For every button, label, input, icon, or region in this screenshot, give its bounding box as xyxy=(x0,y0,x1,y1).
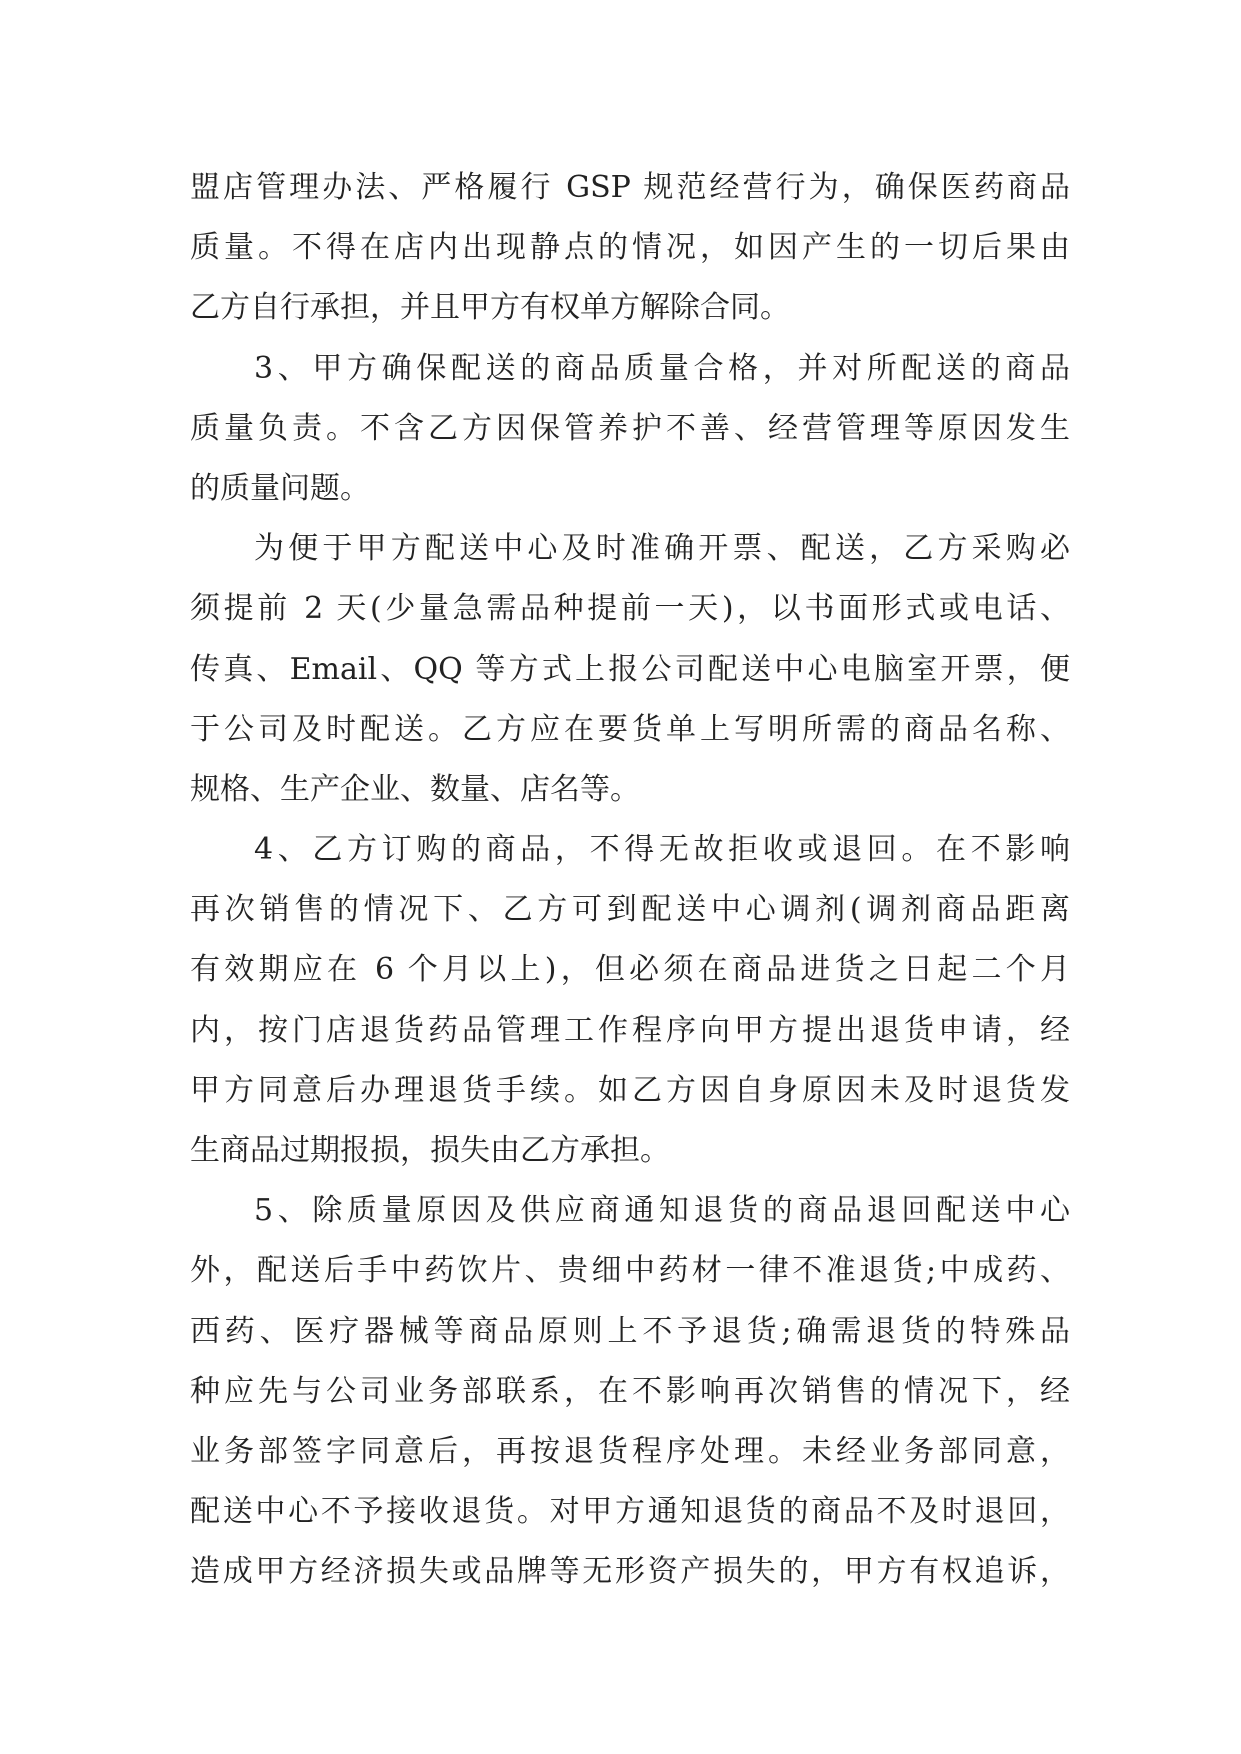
clause-5-first-line: 5、除质量原因及供应商通知退货的商品退回配送中心 xyxy=(254,1193,1070,1229)
text-line: 盟店管理办法、严格履行 GSP 规范经营行为，确保医药商品 xyxy=(190,170,1070,205)
text-line: 须提前 2 天(少量急需品种提前一天)，以书面形式或电话、 xyxy=(190,591,1070,627)
text-line: 再次销售的情况下、乙方可到配送中心调剂(调剂商品距离 xyxy=(190,892,1070,928)
body-text xyxy=(190,158,1070,1603)
text-line: 质量。不得在店内出现静点的情况，如因产生的一切后果由 xyxy=(190,230,1070,266)
text-line: 外，配送后手中药饮片、贵细中药材一律不准退货;中成药、 xyxy=(190,1253,1070,1289)
text-line: 于公司及时配送。乙方应在要货单上写明所需的商品名称、 xyxy=(190,711,1070,747)
text-line: 有效期应在 6 个月以上)，但必须在商品进货之日起二个月 xyxy=(190,952,1070,988)
text-line: 造成甲方经济损失或品牌等无形资产损失的，甲方有权追诉， xyxy=(190,1554,1070,1590)
text-line: 传真、Email、QQ 等方式上报公司配送中心电脑室开票，便 xyxy=(190,651,1070,687)
clause-4-first-line: 4、乙方订购的商品，不得无故拒收或退回。在不影响 xyxy=(254,832,1070,868)
text-line: 规格、生产企业、数量、店名等。 xyxy=(190,771,640,807)
text-line: 业务部签字同意后，再按退货程序处理。未经业务部同意， xyxy=(190,1433,1070,1469)
text-line: 内，按门店退货药品管理工作程序向甲方提出退货申请，经 xyxy=(190,1012,1070,1048)
text-line: 甲方同意后办理退货手续。如乙方因自身原因未及时退货发 xyxy=(190,1072,1070,1108)
text-line: 生商品过期报损，损失由乙方承担。 xyxy=(190,1133,670,1168)
clause-3-first-line: 3、甲方确保配送的商品质量合格，并对所配送的商品 xyxy=(254,350,1070,386)
text-line: 乙方自行承担，并且甲方有权单方解除合同。 xyxy=(190,290,790,326)
text-line: 质量负责。不含乙方因保管养护不善、经营管理等原因发生 xyxy=(190,410,1070,446)
text-line: 的质量问题。 xyxy=(190,470,370,506)
paragraph-first-line: 为便于甲方配送中心及时准确开票、配送，乙方采购必 xyxy=(254,531,1070,567)
text-line: 配送中心不予接收退货。对甲方通知退货的商品不及时退回， xyxy=(190,1494,1070,1530)
text-line: 种应先与公司业务部联系，在不影响再次销售的情况下，经 xyxy=(190,1373,1070,1409)
text-line: 西药、医疗器械等商品原则上不予退货;确需退货的特殊品 xyxy=(190,1313,1070,1349)
